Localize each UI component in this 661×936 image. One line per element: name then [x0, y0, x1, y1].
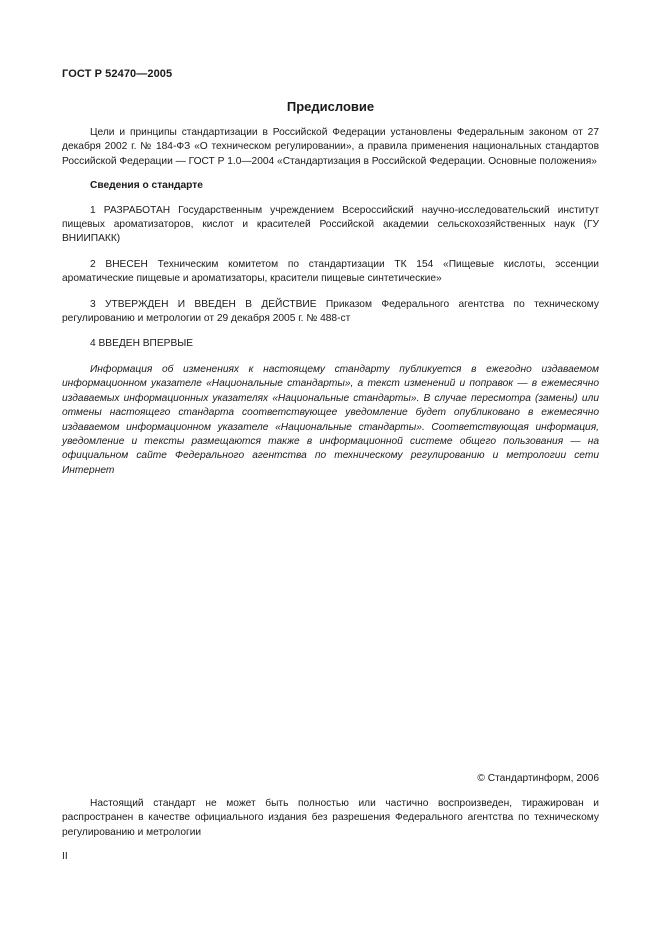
info-item-approved: 3 УТВЕРЖДЕН И ВВЕДЕН В ДЕЙСТВИЕ Приказом Федерального агентства по техническому регулированию и метрологии от 29 декабря 2005 г. № 488-ст	[62, 298, 599, 325]
standard-code-header: ГОСТ Р 52470—2005	[62, 68, 173, 80]
foreword-body	[62, 126, 599, 478]
intro-paragraph: Цели и принципы стандартизации в Российской Федерации установлены Федеральным законом от 27 декабря 2002 г. № 184-ФЗ «О техническом регулировании», а правила применения национальных стандартов Российской Федерации — ГОСТ Р 1.0—2004 «Стандартизация в Российской Федерации. Основные положения»	[62, 127, 599, 167]
page-number: II	[62, 851, 68, 862]
info-item-introduced: 4 ВВЕДЕН ВПЕРВЫЕ	[90, 338, 194, 350]
info-item-submitted: 2 ВНЕСЕН Техническим комитетом по стандартизации ТК 154 «Пищевые кислоты, эссенции ароматические пищевые и ароматизаторы, красители пищевые синтетические»	[62, 258, 599, 285]
info-item-developed: 1 РАЗРАБОТАН Государственным учреждением Всероссийский научно-исследовательский институт пищевых ароматизаторов, кислот и красителей Российской академии сельскохозяйственных наук (ГУ ВНИИПАКК)	[62, 204, 599, 245]
page-title: Предисловие	[286, 99, 375, 114]
copyright-line: © Стандартинформ, 2006	[477, 773, 599, 784]
changes-information-note: Информация об изменениях к настоящему стандарту публикуется в ежегодно издаваемом информационном указателе «Национальные стандарты», а текст изменений и поправок — в ежемесячно издаваемых информационных указателях «Национальные стандарты». В случае пересмотра (замены) или отмены настоящего стандарта соответствующее уведомление будет опубликовано в ежемесячно издаваемом информационном указателе «Национальные стандарты». Соответствующая информация, уведомление и тексты размещаются также в информационной системе общего пользования — на официальном сайте Федерального агентства по техническому регулированию и метрологии сети Интернет	[62, 363, 599, 476]
reproduction-notice: Настоящий стандарт не может быть полностью или частично воспроизведен, тиражирован и распространен в качестве официального издания без разрешения Федерального агентства по техническому регулированию и метрологии	[62, 798, 599, 838]
section-heading: Сведения о стандарте	[90, 180, 203, 192]
